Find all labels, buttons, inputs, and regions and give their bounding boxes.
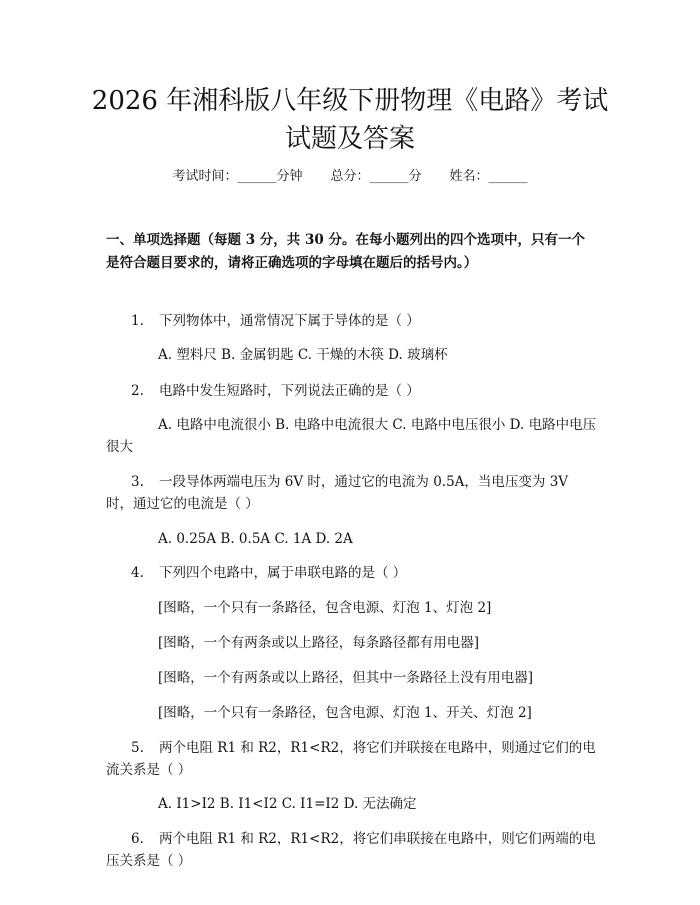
title-line-2: 试题及答案 [284,124,415,154]
question-4-option-d: [图略，一个只有一条路径，包含电源、灯泡 1、开关、灯泡 2] [158,705,532,721]
question-5-options: A. I1>I2 B. I1<I2 C. I1=I2 D. 无法确定 [158,796,417,812]
exam-title [60,82,640,158]
question-number: 6. [131,831,144,847]
question-4-option-a: [图略，一个只有一条路径，包含电源、灯泡 1、灯泡 2] [158,600,492,616]
exam-time: 考试时间：______分钟 [172,169,303,184]
question-text: 一段导体两端电压为 6V 时，通过它的电流为 0.5A，当电压变为 3V 时，通过它的电流是（ ） [106,474,569,512]
question-text: 两个电阻 R1 和 R2，R1<R2，将它们并联接在电路中，则通过它们的电流关系是（ ） [106,740,596,778]
question-number: 5. [131,740,144,756]
question-5 [106,737,598,781]
question-text: 电路中发生短路时，下列说法正确的是（ ） [159,383,420,399]
section-heading: 一、单项选择题（每题 3 分，共 30 分。在每小题列出的四个选项中，只有一个是符合题目要求的，请将正确选项的字母填在题后的括号内。） [106,232,585,271]
question-4-option-b: [图略，一个有两条或以上路径，每条路径都有用电器] [158,635,480,651]
question-number: 2. [131,383,144,399]
exam-total-score: 总分：______分 [330,169,422,184]
exam-meta [0,168,700,186]
question-6 [106,828,598,872]
question-number: 4. [131,565,144,581]
question-3-options: A. 0.25A B. 0.5A C. 1A D. 2A [158,531,353,547]
question-1-options: A. 塑料尺 B. 金属钥匙 C. 干燥的木筷 D. 玻璃杯 [158,347,448,363]
exam-name: 姓名：______ [449,169,528,184]
question-2 [106,380,598,402]
question-4 [106,562,598,584]
question-2-options: A. 电路中电流很小 B. 电路中电流很大 C. 电路中电压很小 D. 电路中电压很大 [106,417,597,455]
question-text: 两个电阻 R1 和 R2，R1<R2，将它们串联接在电路中，则它们两端的电压关系是（ ） [106,831,596,869]
question-number: 3. [131,474,144,490]
question-4-option-c: [图略，一个有两条或以上路径，但其中一条路径上没有用电器] [158,670,534,686]
question-1 [106,310,598,332]
question-number: 1. [131,313,144,329]
question-text: 下列四个电路中，属于串联电路的是（ ） [159,565,407,581]
title-line-1: 2026 年湘科版八年级下册物理《电路》考试 [91,86,609,116]
question-text: 下列物体中，通常情况下属于导体的是（ ） [159,313,420,329]
question-3 [106,471,598,515]
